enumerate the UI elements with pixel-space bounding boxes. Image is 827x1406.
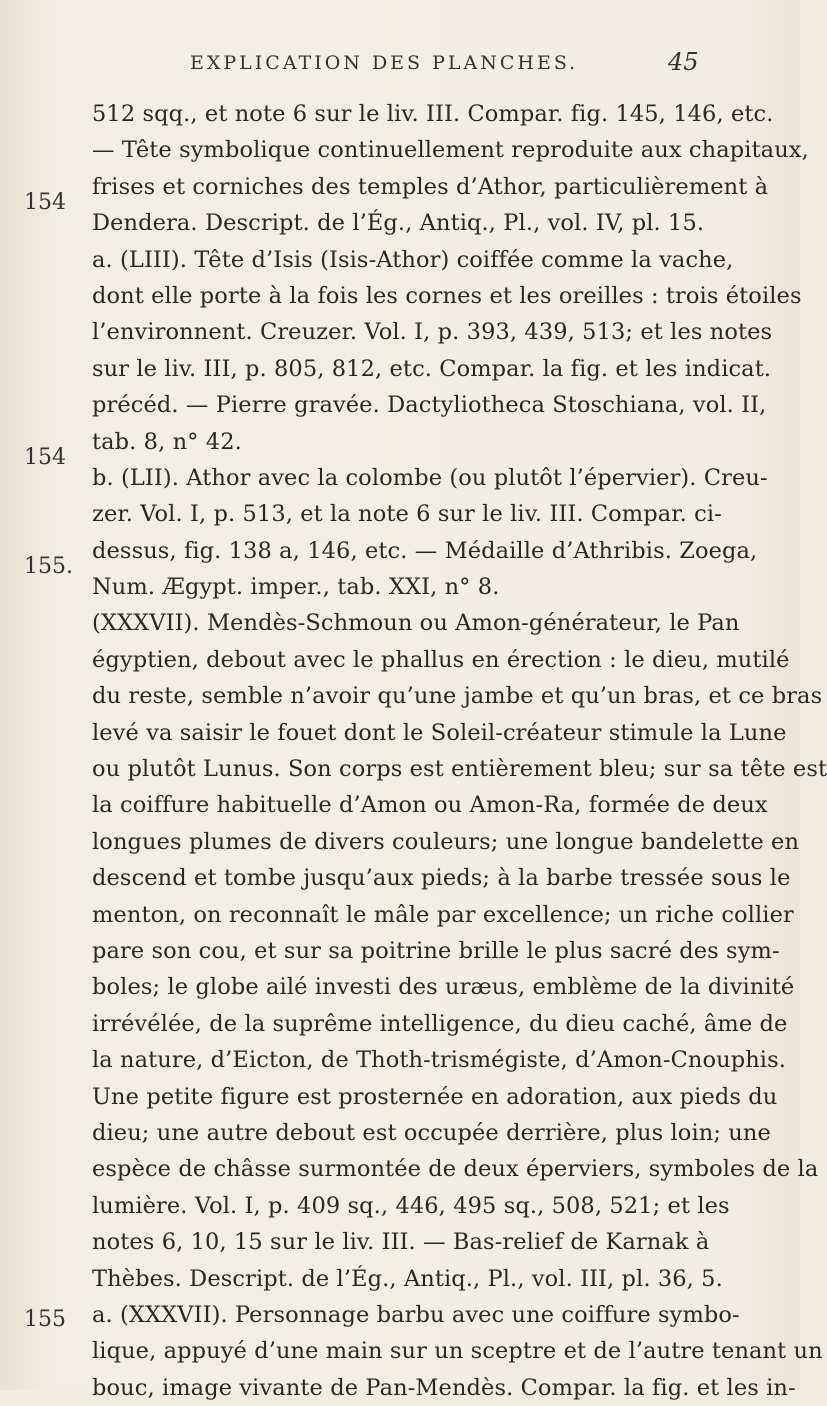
text-line: 512 sqq., et note 6 sur le liv. III. Compar. fig. 145, 146, etc. [92,101,774,127]
text-line: zer. Vol. I, p. 513, et la note 6 sur le liv. III. Compar. ci- [92,501,722,528]
page-number: 45 [668,48,699,76]
text-line: dont elle porte à la fois les cornes et les oreilles : trois étoiles [92,282,802,309]
text-line: a. (LIII). Tête d’Isis (Isis-Athor) coiffée comme la vache, [92,246,734,273]
text-line: espèce de châsse surmontée de deux éperviers, symboles de la [92,1156,819,1183]
text-line: longues plumes de divers couleurs; une longue bandelette en [92,828,800,855]
text-line: frises et corniches des temples d’Athor, particulièrement à [92,173,769,200]
body-text [92,96,827,1406]
text-line: tab. 8, n° 42. [92,428,242,455]
text-line: irrévélée, de la suprême intelligence, du dieu caché, âme de [92,1010,788,1037]
text-line: sur le liv. III, p. 805, 812, etc. Compar. la fig. et les indicat. [92,355,772,382]
text-line: a. (XXXVII). Personnage barbu avec une coiffure symbo- [92,1301,740,1328]
margin-number-154b: 154 [24,445,66,470]
text-line: précéd. — Pierre gravée. Dactyliotheca Stoschiana, vol. II, [92,392,767,419]
text-line: menton, on reconnaît le mâle par excellence; un riche collier [92,901,794,928]
text-line: la nature, d’Eicton, de Thoth-trismégiste, d’Amon-Cnouphis. [92,1047,786,1074]
text-line: lique, appuyé d’une main sur un sceptre et de l’autre tenant un [92,1338,823,1365]
text-line: Num. Ægypt. imper., tab. XXI, n° 8. [92,574,500,601]
text-line: dieu; une autre debout est occupée derrière, plus loin; une [92,1119,771,1146]
text-line: — Tête symbolique continuellement reproduite aux chapitaux, [92,137,809,164]
text-line: descend et tombe jusqu’aux pieds; à la barbe tressée sous le [92,865,791,892]
text-line: levé va saisir le fouet dont le Soleil-créateur stimule la Lune [92,719,787,746]
text-line: Dendera. Descript. de l’Ég., Antiq., Pl., vol. IV, pl. 15. [92,210,705,237]
text-line: bouc, image vivante de Pan-Mendès. Compar. la fig. et les in- [92,1374,796,1401]
text-line: (XXXVII). Mendès-Schmoun ou Amon-générateur, le Pan [92,610,740,637]
margin-number-155a: 155 [24,1307,66,1332]
text-line: notes 6, 10, 15 sur le liv. III. — Bas-relief de Karnak à [92,1229,710,1256]
margin-number-155: 155. [24,554,73,579]
text-line: lumière. Vol. I, p. 409 sq., 446, 495 sq., 508, 521; et les [92,1192,730,1219]
text-line: boles; le globe ailé investi des uræus, emblème de la divinité [92,974,795,1001]
text-line: pare son cou, et sur sa poitrine brille le plus sacré des sym- [92,937,780,964]
text-line: égyptien, debout avec le phallus en érection : le dieu, mutilé [92,646,790,673]
text-line: Une petite figure est prosternée en adoration, aux pieds du [92,1083,778,1110]
text-line: du reste, semble n’avoir qu’une jambe et qu’un bras, et ce bras [92,683,823,710]
text-line: la coiffure habituelle d’Amon ou Amon-Ra, formée de deux [92,792,768,819]
text-line: l’environnent. Creuzer. Vol. I, p. 393, 439, 513; et les notes [92,319,773,346]
text-line: b. (LII). Athor avec la colombe (ou plutôt l’épervier). Creu- [92,464,768,491]
text-line: ou plutôt Lunus. Son corps est entièrement bleu; sur sa tête est [92,756,827,783]
margin-number-154a: 154 [24,190,66,215]
text-line: dessus, fig. 138 a, 146, etc. — Médaille d’Athribis. Zoega, [92,537,758,564]
text-line: Thèbes. Descript. de l’Ég., Antiq., Pl., vol. III, pl. 36, 5. [92,1265,723,1292]
running-title: EXPLICATION DES PLANCHES. [190,52,579,74]
